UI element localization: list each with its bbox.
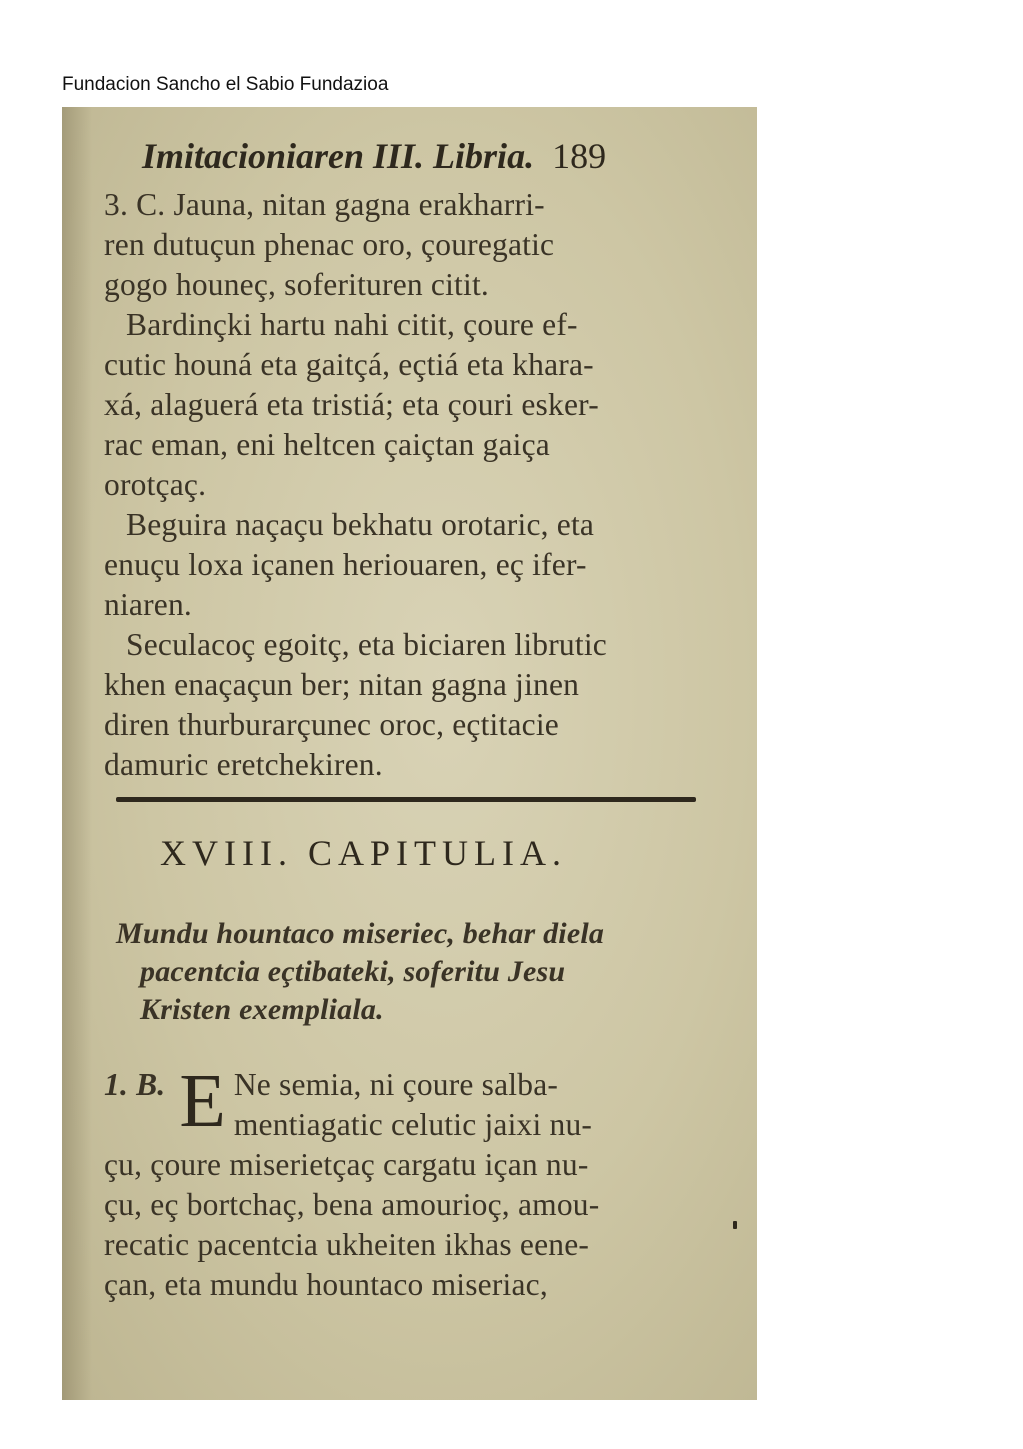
text-line: diren thurburarçunec oroc, eçtitacie — [104, 707, 559, 742]
text-line: 3. C. Jauna, nitan gagna erakharri- — [104, 187, 545, 222]
text-line: gogo houneç, soferituren citit. — [104, 267, 489, 302]
scanned-page — [62, 107, 757, 1400]
text-line: rac eman, eni heltcen çaiçtan gaiça — [104, 427, 550, 462]
text-line: cutic houná eta gaitçá, eçtiá eta khara- — [104, 347, 594, 382]
section-3-text — [104, 185, 704, 785]
text-line: Ne semia, ni çoure salba- — [233, 1067, 559, 1102]
text-line: ren dutuçun phenac oro, çouregatic — [104, 227, 555, 262]
summary-line: Mundu hountaco miseriec, behar diela — [116, 917, 605, 950]
text-line: enuçu loxa içanen heriouaren, eç ifer- — [104, 547, 587, 582]
summary-line: Kristen exempliala. — [140, 993, 384, 1026]
text-line: Bardinçki hartu nahi citit, çoure ef- — [126, 307, 578, 342]
margin-dot — [733, 1221, 737, 1229]
page-number: 189 — [552, 136, 607, 176]
text-line: damuric eretchekiren. — [104, 747, 383, 782]
running-head-title: Imitacioniaren III. Libria. — [142, 136, 535, 176]
source-header: Fundacion Sancho el Sabio Fundazioa — [62, 74, 389, 95]
text-line: Seculacoç egoitç, eta biciaren librutic — [126, 627, 607, 662]
text-line: xá, alaguerá eta tristiá; eta çouri esker- — [104, 387, 599, 422]
section-1-text — [104, 1065, 704, 1305]
chapter-summary — [116, 915, 716, 1029]
chapter-heading: XVIII. CAPITULIA. — [160, 833, 567, 873]
summary-line: pacentcia eçtibateki, soferitu Jesu — [140, 955, 566, 988]
text-line: khen enaçaçun ber; nitan gagna jinen — [104, 667, 580, 702]
text-line: Beguira naçaçu bekhatu orotaric, eta — [126, 507, 595, 542]
text-line: niaren. — [104, 587, 192, 622]
text-line: recatic pacentcia ukheiten ikhas eene- — [104, 1227, 590, 1262]
section-marker: 1. B. — [104, 1067, 166, 1102]
text-line: çu, eç bortchaç, bena amourioç, amou- — [104, 1187, 600, 1222]
text-line: çu, çoure miserietçaç cargatu içan nu- — [104, 1147, 589, 1182]
text-line: çan, eta mundu hountaco miseriac, — [104, 1267, 548, 1302]
text-line: mentiagatic celutic jaixi nu- — [233, 1107, 593, 1142]
drop-cap: E — [179, 1065, 226, 1143]
section-divider — [116, 797, 696, 802]
running-head — [142, 135, 702, 177]
text-line: orotçaç. — [104, 467, 207, 502]
